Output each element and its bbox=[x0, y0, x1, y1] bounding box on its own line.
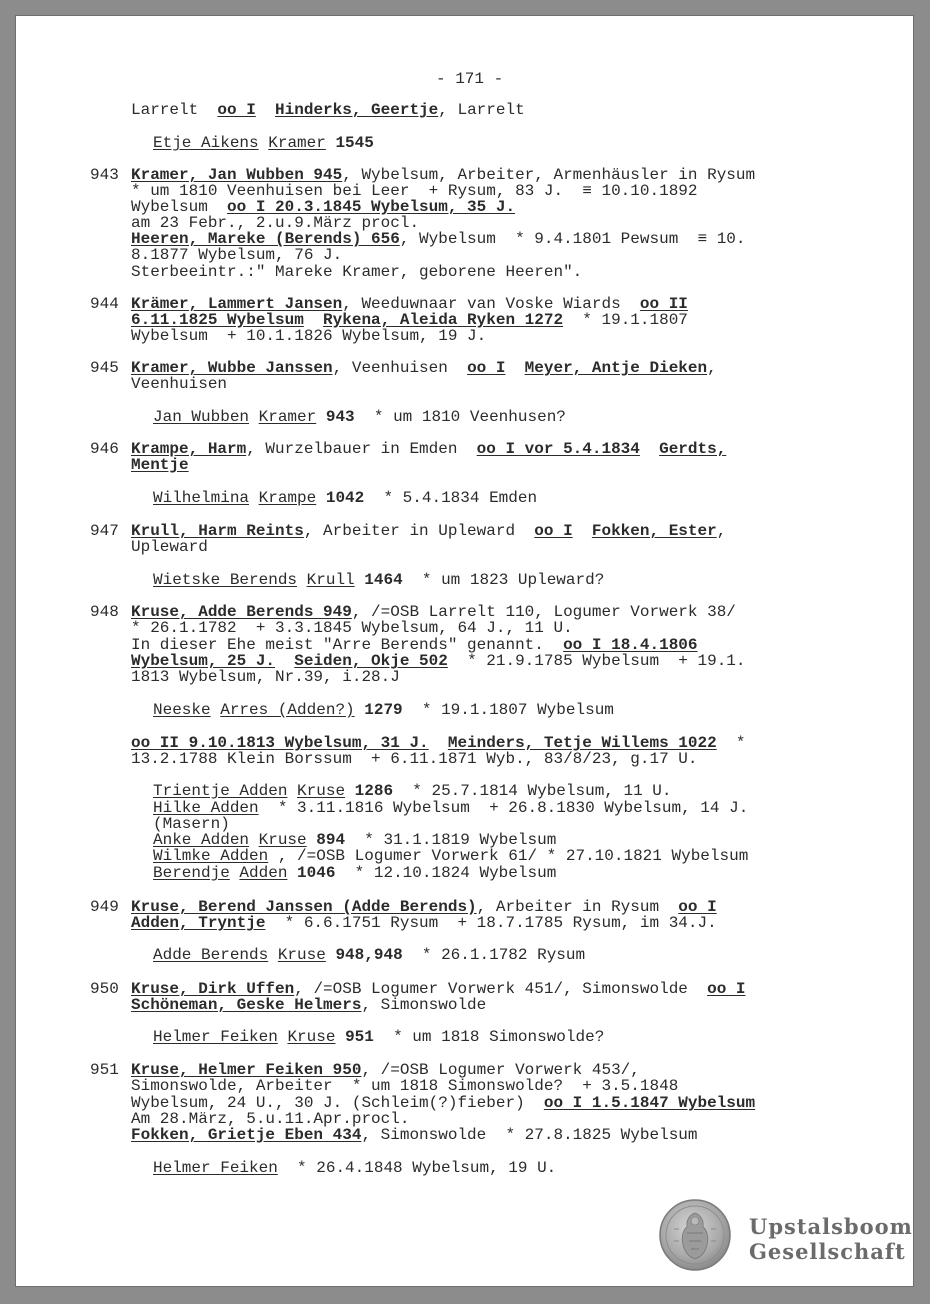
entry-number: 946 bbox=[90, 440, 119, 458]
marriage-info: oo I vor 5.4.1834 bbox=[476, 440, 640, 458]
child-line: Hilke Adden * 3.11.1816 Wybelsum + 26.8.1830 Wybelsum, 14 J. bbox=[153, 799, 749, 817]
child-line: Berendje Adden 1046 * 12.10.1824 Wybelsum bbox=[153, 864, 557, 882]
continuation-marriage-line: Larrelt oo I Hinderks, Geertje, Larrelt bbox=[131, 101, 525, 119]
entry-number: 945 bbox=[90, 359, 119, 377]
child-line: Neeske Arres (Adden?) 1279 * 19.1.1807 Wybelsum bbox=[153, 701, 614, 719]
spouse-name: Fokken, Ester bbox=[591, 522, 717, 540]
child-line: Jan Wubben Kramer 943 * um 1810 Veenhusen? bbox=[153, 408, 566, 426]
marriage-info: oo I 1.5.1847 Wybelsum bbox=[543, 1094, 756, 1112]
child-line: Wilmke Adden , /=OSB Logumer Vorwerk 61/ * 27.10.1821 Wybelsum bbox=[153, 847, 749, 865]
person-name: Krull, Harm Reints bbox=[131, 522, 304, 540]
spouse-name: Seiden, Okje 502 bbox=[294, 652, 448, 670]
person-name: Kruse, Berend Janssen (Adde Berends) bbox=[131, 898, 477, 916]
spouse-name: Meinders, Tetje Willems 1022 bbox=[447, 734, 717, 752]
entry-number: 951 bbox=[90, 1061, 119, 1079]
marriage-info: oo I 20.3.1845 Wybelsum, 35 J. bbox=[227, 198, 516, 216]
person-name: Kruse, Helmer Feiken 950 bbox=[131, 1061, 362, 1079]
entry-number: 944 bbox=[90, 295, 119, 313]
child-line: Adde Berends Kruse 948,948 * 26.1.1782 Rysum bbox=[153, 946, 586, 964]
spouse-name: Fokken, Grietje Eben 434 bbox=[131, 1126, 362, 1144]
person-name: Kramer, Jan Wubben 945 bbox=[131, 166, 343, 184]
spouse-name: Schöneman, Geske Helmers bbox=[131, 996, 362, 1014]
seal-logo-icon bbox=[659, 1199, 731, 1271]
entry-number: 947 bbox=[90, 522, 119, 540]
person-name: Krampe, Harm bbox=[131, 440, 247, 458]
person-name: Kramer, Wubbe Janssen bbox=[131, 359, 333, 377]
child-line: Helmer Feiken * 26.4.1848 Wybelsum, 19 U. bbox=[153, 1159, 557, 1177]
marriage-info: oo I 18.4.1806 bbox=[563, 636, 698, 654]
child-line: Wilhelmina Krampe 1042 * 5.4.1834 Emden bbox=[153, 489, 538, 507]
spouse-name: Rykena, Aleida Ryken 1272 bbox=[323, 311, 564, 329]
person-name: Krämer, Lammert Jansen bbox=[131, 295, 343, 313]
child-line: Wietske Berends Krull 1464 * um 1823 Upleward? bbox=[153, 571, 605, 589]
entry-number: 950 bbox=[90, 980, 119, 998]
document-page: - 171 - Larrelt oo I Hinderks, Geertje, Larrelt Etje Aikens Kramer 1545 943 Kramer, Jan Wubben 945, Wybelsum, Arbeiter, Armenhäusler in Rysum * um 1810 Veenhuisen bei Leer + Rysum, 83 J. ≡ 10.10.1892 Wybelsum oo I 20.3.1845 Wybelsum, 35 J. am 23 Febr., 2.u.9.März procl. Heeren, Mareke (Berends) 656, Wybelsum * 9.4.1801 Pewsum ≡ 10. 8.1877 Wybelsum, 76 J. Sterbeeintr.:" Mareke Kramer, geborene Heeren". 944 Krämer, Lammert Jansen, Weeduwnaar van Voske Wiards oo II 6.11.1825 Wybelsum Rykena, Aleida Ryken 1272 * 19.1.1807 Wybelsum + 10.1.1826 Wybelsum, 19 J. 945 Kramer, Wubbe Janssen, Veenhuisen oo I Meyer, Antje Dieken, Veenhuisen Jan Wubben Kramer 943 * um 1810 Veenhusen? 946 Krampe, Harm, Wurzelbauer in Emden oo I vor 5.4.1834 Gerdts, Mentje Wilhelmina Krampe 1042 * 5.4.1834 Emden 947 Krull, Harm Reints, Arbeiter in Upleward oo I Fokken, Ester, Upleward Wietske Berends Krull 1464 * um 1823 Upleward? 948 Kruse, Adde Berends 949, /=OSB Larrelt 110, Logumer Vorwerk 38/ * 26.1.1782 + 3.3.1845 Wybelsum, 64 J., 11 U. In dieser Ehe meist "Arre Berends" genannt. oo I 18.4.1806 Wybelsum, 25 J. Seiden, Okje 502 * 21.9.1785 Wybelsum + 19.1. 1813 Wybelsum, Nr.39, i.28.J Neeske Arres (Adden?) 1279 * 19.1.1807 Wybelsum oo II 9.10.1813 Wybelsum, 31 J. Meinders, Tetje Willems 1022 * 13.2.1788 Klein Borssum + 6.11.1871 Wyb., 83/8/23, g.17 U. Trientje Adden Kruse 1286 * 25.7.1814 Wybelsum, 11 U. Hilke Adden * 3.11.1816 Wybelsum + 26.8.1830 Wybelsum, 14 J. (Masern) Anke Adden Kruse 894 * 31.1.1819 Wybelsum Wilmke Adden , /=OSB Logumer Vorwerk 61/ * 27.10.1821 Wybelsum Berendje Adden 1046 * 12.10.1824 Wybelsum 949 Kruse, Berend Janssen (Adde Berends), Arbeiter in Rysum oo I Adden, Tryntje * 6.6.1751 Rysum + 18.7.1785 Rysum, im 34.J. Adde Berends Kruse 948,948 * 26.1.1782 Rysum 950 Kruse, Dirk Uffen, /=OSB Logumer Vorwerk 451/, Simonswolde oo I Schöneman, Geske Helmers, Simonswolde Helmer Feiken Kruse 951 * um 1818 Simonswolde? 951 Kruse, Helmer Feiken 950, /=OSB Logumer Vorwerk 453/, Simonswolde, Arbeiter * um 1818 Simonswolde? + 3.5.1848 Wybelsum, 24 U., 30 J. (Schleim(?)fieber) oo I 1.5.1847 Wybelsum Am 28.März, 5.u.11.Apr.procl. Fokken, Grietje Eben 434, Simonswolde * 27.8.1825 Wybelsum Helmer Feiken * 26.4.1848 Wybelsum, 19 U. Upstalsboom Gesellschaft bbox=[16, 16, 913, 1286]
marriage-info: 6.11.1825 Wybelsum bbox=[131, 311, 304, 329]
child-line: Etje Aikens Kramer 1545 bbox=[153, 134, 374, 152]
person-name: Kruse, Dirk Uffen bbox=[131, 980, 295, 998]
child-line: Trientje Adden Kruse 1286 * 25.7.1814 Wybelsum, 11 U. bbox=[153, 782, 672, 800]
spouse-name: Meyer, Antje Dieken bbox=[524, 359, 708, 377]
spouse-name: Adden, Tryntje bbox=[131, 914, 266, 932]
brand-name: Upstalsboom Gesellschaft bbox=[749, 1214, 913, 1264]
entry-number: 948 bbox=[90, 603, 119, 621]
person-name: Kruse, Adde Berends 949 bbox=[131, 603, 352, 621]
entry-number: 949 bbox=[90, 898, 119, 916]
spouse-name: Heeren, Mareke (Berends) 656 bbox=[131, 230, 400, 248]
child-line: Anke Adden Kruse 894 * 31.1.1819 Wybelsum bbox=[153, 831, 557, 849]
child-line: Helmer Feiken Kruse 951 * um 1818 Simonswolde? bbox=[153, 1028, 605, 1046]
entry-number: 943 bbox=[90, 166, 119, 184]
spouse-name: Gerdts, bbox=[659, 440, 727, 458]
page-number: - 171 - bbox=[436, 70, 504, 88]
marriage-info: oo II 9.10.1813 Wybelsum, 31 J. bbox=[131, 734, 429, 752]
